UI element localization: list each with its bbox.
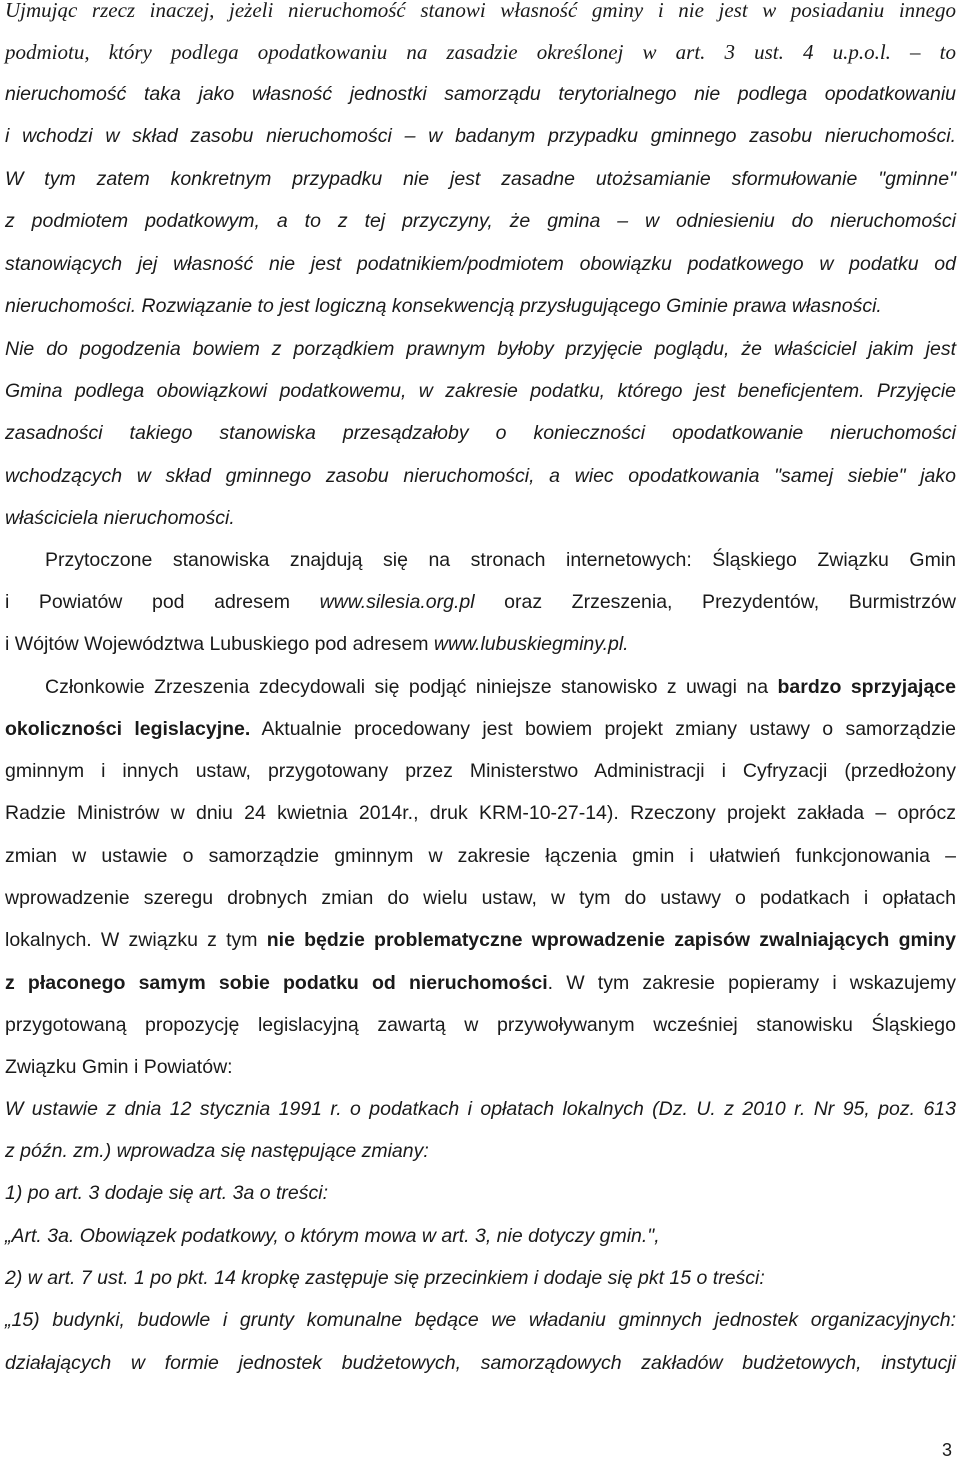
text-run: Aktualnie procedowany jest bowiem projekt zmiany ustawy o samorządzie bbox=[261, 718, 956, 740]
text-line: 2) w art. 7 ust. 1 po pkt. 14 kropkę zastępuje się przecinkiem i dodaje się pkt 15 o treści: bbox=[5, 1267, 765, 1289]
text-line: i wchodzi w skład zasobu nieruchomości – w badanym przypadku gminnego zasobu nieruchomości. bbox=[5, 125, 956, 147]
text-line: 1) po art. 3 dodaje się art. 3a o treści: bbox=[5, 1182, 329, 1204]
text-line: Radzie Ministrów w dniu 24 kwietnia 2014r., druk KRM-10-27-14). Rzeczony projekt zakłada – oprócz bbox=[5, 802, 956, 824]
text-line bbox=[5, 708, 956, 750]
text-line: nieruchomości. Rozwiązanie to jest logiczną konsekwencją przysługującego Gminie prawa własności. bbox=[5, 295, 882, 317]
text-line bbox=[5, 666, 956, 708]
bold-text: bardzo sprzyjające bbox=[777, 676, 956, 698]
text-line: stanowiących jej własność nie jest podatnikiem/podmiotem obowiązku podatkowego w podatku od bbox=[5, 253, 956, 275]
text-line: z późn. zm.) wprowadza się następujące zmiany: bbox=[5, 1140, 429, 1162]
text-line: Przytoczone stanowiska znajdują się na stronach internetowych: Śląskiego Związku Gmin bbox=[45, 549, 956, 571]
text-line: W tym zatem konkretnym przypadku nie jest zasadne utożsamianie sformułowanie "gminne" bbox=[5, 168, 956, 190]
text-line: zasadności takiego stanowiska przesądzałoby o konieczności opodatkowanie nieruchomości bbox=[5, 422, 956, 444]
url-link[interactable]: www.silesia.org.pl bbox=[319, 591, 475, 613]
text-line: Nie do pogodzenia bowiem z porządkiem prawnym byłoby przyjęcie poglądu, że właściciel jakim jest bbox=[5, 338, 956, 360]
text-line bbox=[5, 962, 956, 1004]
text-run: Członkowie Zrzeszenia zdecydowali się podjąć niniejsze stanowisko z uwagi na bbox=[45, 676, 769, 698]
text-line: wprowadzenie szeregu drobnych zmian do wielu ustaw, w tym do ustawy o podatkach i opłatach bbox=[5, 887, 956, 909]
bold-text: z płaconego samym sobie podatku od nieruchomości bbox=[5, 972, 548, 994]
text-run: i Wójtów Województwa Lubuskiego pod adresem bbox=[5, 633, 429, 655]
text-line bbox=[5, 919, 956, 961]
text-run: i Powiatów pod adresem bbox=[5, 591, 290, 613]
text-line: właściciela nieruchomości. bbox=[5, 507, 235, 529]
text-line: W ustawie z dnia 12 stycznia 1991 r. o podatkach i opłatach lokalnych (Dz. U. z 2010 r. Nr 95, poz. 613 bbox=[5, 1098, 956, 1120]
text-line: zmian w ustawie o samorządzie gminnym w zakresie łączenia gmin i ułatwień funkcjonowania – bbox=[5, 845, 956, 867]
text-line: z podmiotem podatkowym, a to z tej przyczyny, że gmina – w odniesieniu do nieruchomości bbox=[5, 210, 956, 232]
url-link[interactable]: www.lubuskiegminy.pl. bbox=[433, 633, 629, 655]
page-number: 3 bbox=[941, 1440, 952, 1460]
text-run: . W tym zakresie popieramy i wskazujemy bbox=[547, 972, 956, 994]
bold-text: okoliczności legislacyjne. bbox=[5, 718, 251, 740]
text-run: lokalnych. W związku z tym bbox=[5, 929, 258, 951]
text-line: przygotowaną propozycję legislacyjną zawartą w przywoływanym wcześniej stanowisku Śląskiego bbox=[5, 1014, 956, 1036]
text-line bbox=[5, 623, 956, 665]
text-line: „15) budynki, budowle i grunty komunalne będące we władaniu gminnych jednostek organizacyjnych: bbox=[5, 1309, 956, 1331]
text-line: „Art. 3a. Obowiązek podatkowy, o którym mowa w art. 3, nie dotyczy gmin.", bbox=[5, 1225, 660, 1247]
text-line: działających w formie jednostek budżetowych, samorządowych zakładów budżetowych, instytucji bbox=[5, 1352, 956, 1374]
text-line: nieruchomość taka jako własność jednostki samorządu terytorialnego nie podlega opodatkowaniu bbox=[5, 83, 956, 105]
text-line: Ujmując rzecz inaczej, jeżeli nieruchomość stanowi własność gminy i nie jest w posiadaniu innego bbox=[5, 0, 956, 22]
text-line: gminnym i innych ustaw, przygotowany przez Ministerstwo Administracji i Cyfryzacji (przedłożony bbox=[5, 760, 956, 782]
text-run: oraz Zrzeszenia, Prezydentów, Burmistrzów bbox=[504, 591, 956, 613]
text-line: podmiotu, który podlega opodatkowaniu na zasadzie określonej w art. 3 ust. 4 u.p.o.l. – to bbox=[5, 40, 956, 64]
bold-text: nie będzie problematyczne wprowadzenie zapisów zwalniających gminy bbox=[266, 929, 956, 951]
text-line: wchodzących w skład gminnego zasobu nieruchomości, a wiec opodatkowania "samej siebie" jako bbox=[5, 465, 956, 487]
text-line bbox=[5, 581, 956, 623]
text-line: Związku Gmin i Powiatów: bbox=[5, 1056, 233, 1078]
text-line: Gmina podlega obowiązkowi podatkowemu, w zakresie podatku, którego jest beneficjentem. Przyjęcie bbox=[5, 380, 956, 402]
